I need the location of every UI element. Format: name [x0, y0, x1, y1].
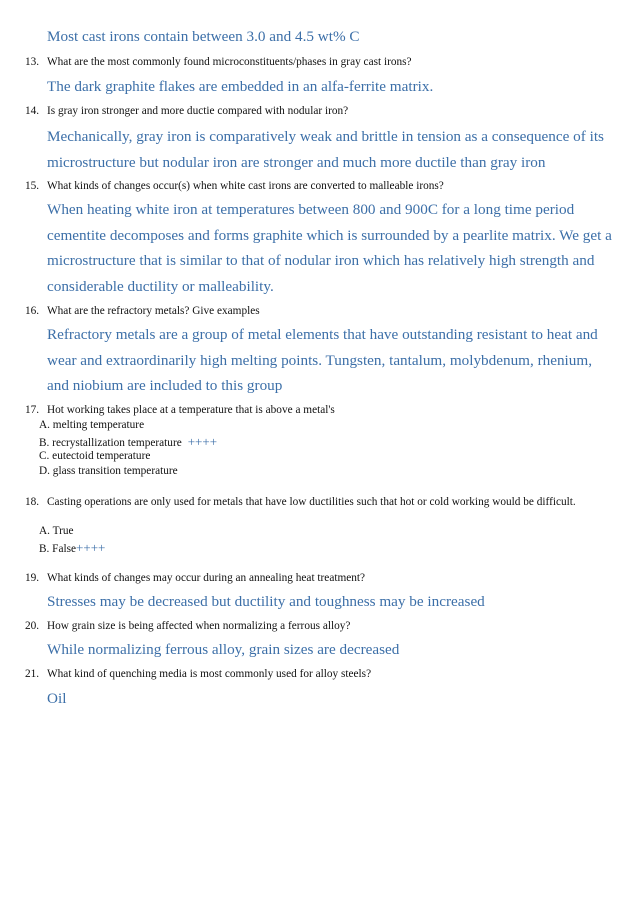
- option-17-a: A. melting temperature: [39, 419, 145, 431]
- question-number: 21.: [25, 668, 40, 680]
- option-18-a: A. True: [39, 525, 74, 537]
- question-text: What kind of quenching media is most commonly used for alloy steels?: [47, 668, 372, 680]
- option-17-c: C. eutectoid temperature: [39, 450, 151, 462]
- option-18-b: [39, 541, 105, 555]
- question-number: 18.: [25, 496, 40, 508]
- question-number: 14.: [25, 105, 40, 117]
- option-17-b: [39, 435, 217, 449]
- question-21: [25, 669, 371, 680]
- answer-20: While normalizing ferrous alloy, grain sizes are decreased: [47, 641, 400, 658]
- answer-15-line-4: considerable ductility or malleability.: [47, 278, 274, 295]
- question-16: [25, 306, 260, 317]
- answer-12: Most cast irons contain between 3.0 and 4.5 wt% C: [47, 28, 360, 45]
- question-text: What are the refractory metals? Give examples: [47, 305, 260, 317]
- question-number: 16.: [25, 305, 40, 317]
- correct-answer-mark: ++++: [76, 540, 106, 555]
- answer-15-line-1: When heating white iron at temperatures between 800 and 900C for a long time period: [47, 201, 575, 218]
- question-text: Hot working takes place at a temperature that is above a metal's: [47, 404, 335, 416]
- question-text: Is gray iron stronger and more ductie compared with nodular iron?: [47, 105, 349, 117]
- answer-16-line-2: wear and extraordinarily high melting points. Tungsten, tantalum, molybdenum, rhenium,: [47, 352, 592, 369]
- question-19: [25, 573, 365, 584]
- answer-14-line-2: microstructure but nodular iron are stronger and much more ductile than gray iron: [47, 154, 546, 171]
- question-text: Casting operations are only used for metals that have low ductilities such that hot or cold working would be difficult.: [47, 496, 576, 508]
- option-text: B. recrystallization temperature: [39, 437, 182, 449]
- answer-14-line-1: Mechanically, gray iron is comparatively weak and brittle in tension as a consequence of its: [47, 128, 604, 145]
- question-20: [25, 621, 350, 632]
- question-text: What kinds of changes may occur during an annealing heat treatment?: [47, 572, 366, 584]
- answer-21: Oil: [47, 690, 67, 707]
- answer-16-line-1: Refractory metals are a group of metal elements that have outstanding resistant to heat and: [47, 326, 598, 343]
- question-text: What kinds of changes occur(s) when white cast irons are converted to malleable irons?: [47, 180, 444, 192]
- question-text: How grain size is being affected when normalizing a ferrous alloy?: [47, 620, 351, 632]
- question-13: [25, 57, 412, 68]
- correct-answer-mark: ++++: [187, 434, 218, 449]
- question-number: 13.: [25, 56, 40, 68]
- answer-15-line-3: microstructure that is similar to that of nodular iron which has relatively high strength and: [47, 252, 595, 269]
- question-number: 19.: [25, 572, 40, 584]
- question-17: [25, 405, 335, 416]
- option-17-d: D. glass transition temperature: [39, 465, 178, 477]
- question-15: [25, 181, 444, 192]
- option-text: B. False: [39, 543, 77, 555]
- question-14: [25, 106, 348, 117]
- question-number: 20.: [25, 620, 40, 632]
- answer-16-line-3: and niobium are included to this group: [47, 377, 283, 394]
- question-18: [25, 496, 610, 510]
- answer-13: The dark graphite flakes are embedded in an alfa-ferrite matrix.: [47, 78, 434, 95]
- question-text: What are the most commonly found microconstituents/phases in gray cast irons?: [47, 56, 412, 68]
- question-number: 15.: [25, 180, 40, 192]
- answer-19: Stresses may be decreased but ductility and toughness may be increased: [47, 593, 485, 610]
- answer-15-line-2: cementite decomposes and forms graphite which is surrounded by a pearlite matrix. We get a: [47, 227, 612, 244]
- question-number: 17.: [25, 404, 40, 416]
